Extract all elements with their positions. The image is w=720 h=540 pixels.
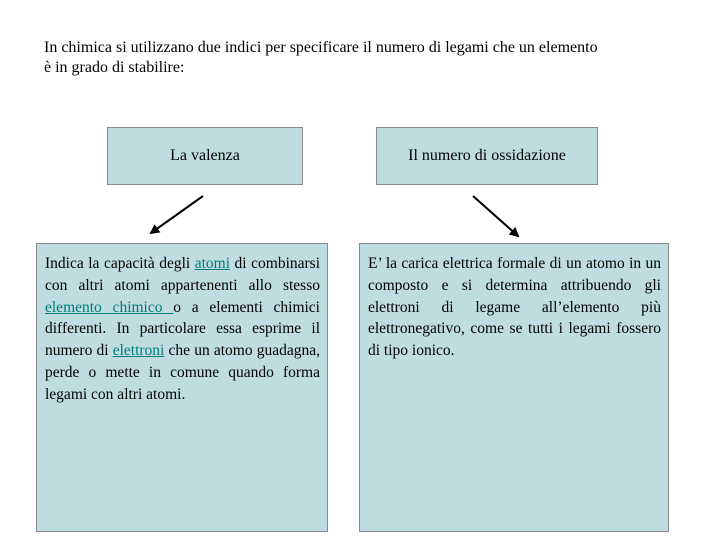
valenza-description-box (36, 243, 328, 532)
arrow-right (473, 196, 518, 236)
intro-line-1: In chimica si utilizzano due indici per specificare il numero di legami che un elemento (44, 39, 598, 56)
intro-line-2: è in grado di stabilire: (44, 59, 185, 76)
description-text: o a elementi chimici differenti. In particolare essa esprime il numero di (45, 298, 320, 360)
term-link[interactable]: elemento chimico (45, 298, 174, 316)
ossidazione-title: Il numero di ossidazione (408, 147, 566, 164)
ossidazione-description (360, 244, 668, 362)
term-link[interactable]: atomi (194, 255, 231, 272)
description-text: Indica la capacità degli (45, 255, 195, 272)
term-link[interactable]: elettroni (112, 342, 165, 360)
description-text: di combinarsi con altri atomi appartenenti allo stesso (45, 255, 321, 294)
valenza-description (37, 244, 327, 406)
ossidazione-description-box (359, 243, 669, 532)
arrow-left (151, 196, 203, 233)
valenza-title: La valenza (170, 147, 240, 164)
description-text: E’ la carica elettrica formale di un atomo in un composto e si determina attribuendo gli elettroni di legame all’elemento più elettronegativo, come se tutti i legami fossero di tipo ionico. (368, 255, 661, 360)
description-text: che un atomo guadagna, perde o mette in comune quando forma legami con altri atomi. (45, 342, 321, 403)
